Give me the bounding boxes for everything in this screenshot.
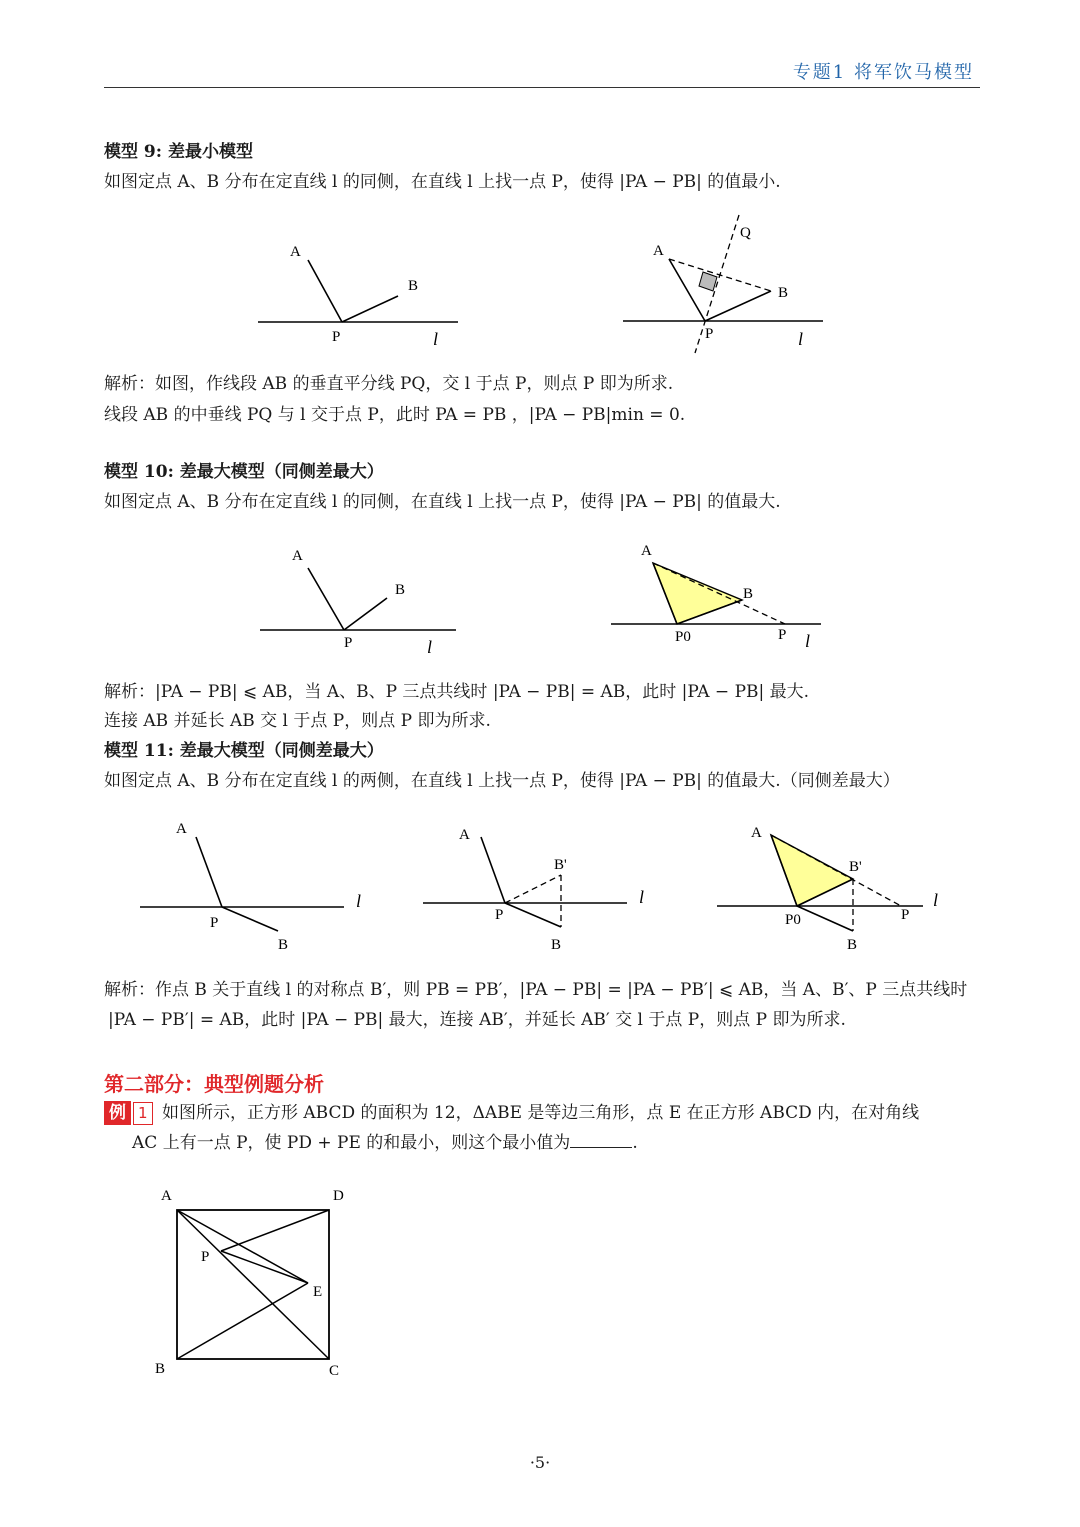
model10-analysis-1: 解析：|PA − PB| ⩽ AB，当 A、B、P 三点共线时 |PA − PB| = AB，此时 |PA − PB| 最大.	[104, 682, 810, 702]
label-b: B	[408, 278, 419, 294]
segment-pe	[221, 1251, 308, 1283]
label-l: l	[427, 637, 433, 657]
segment-pb	[705, 291, 771, 321]
model11-figure-middle	[415, 815, 660, 955]
problem-line-2	[132, 1131, 638, 1155]
label-b: B	[155, 1361, 166, 1377]
answer-blank[interactable]	[570, 1131, 632, 1148]
model9-analysis-1: 解析：如图，作线段 AB 的垂直平分线 PQ，交 l 于点 P，则点 P 即为所求.	[104, 374, 674, 394]
label-l: l	[798, 329, 804, 349]
example-word: 例	[104, 1101, 131, 1125]
segment-pb	[342, 296, 398, 322]
model11-figure-right	[705, 815, 955, 955]
segment-pa	[481, 837, 505, 903]
model11-heading: 模型 11: 差最大模型（同侧差最大）	[104, 741, 384, 761]
model9-analysis-2: 线段 AB 的中垂线 PQ 与 l 交于点 P，此时 PA = PB ，|PA − PB|min = 0.	[104, 405, 686, 425]
model11-analysis-1: 解析：作点 B 关于直线 l 的对称点 B′，则 PB = PB′，|PA − PB| = |PA − PB′| ⩽ AB，当 A、B′、P 三点共线时	[104, 980, 968, 1000]
label-c: C	[329, 1363, 340, 1379]
segment-pa	[196, 837, 222, 907]
model10-figure-right	[605, 535, 830, 660]
problem-end: .	[632, 1133, 638, 1153]
segment-pb-prime	[505, 875, 561, 903]
triangle-apb	[653, 563, 742, 624]
model11-statement: 如图定点 A、B 分布在定直线 l 的两侧，在直线 l 上找一点 P，使得 |PA − PB| 的值最大.（同侧差最大）	[104, 771, 900, 791]
label-p: P	[332, 329, 341, 345]
label-a: A	[290, 244, 301, 260]
right-angle-mark	[699, 272, 717, 291]
label-b: B	[847, 937, 858, 953]
label-p: P	[201, 1249, 210, 1265]
segment-p0b	[797, 906, 853, 931]
running-header: 专题1 将军饮马模型	[792, 62, 974, 83]
model11-figure-left	[130, 815, 375, 955]
label-p: P	[344, 635, 353, 651]
label-p0: P0	[675, 629, 691, 645]
segment-pd	[221, 1210, 329, 1251]
model10-analysis-2: 连接 AB 并延长 AB 交 l 于点 P，则点 P 即为所求.	[104, 711, 491, 731]
label-l: l	[805, 631, 811, 651]
label-a: A	[653, 243, 664, 259]
segment-be	[177, 1283, 308, 1359]
label-b: B	[278, 937, 289, 953]
label-b-prime: B'	[849, 859, 862, 875]
label-b-prime: B'	[554, 857, 567, 873]
segment-pb	[505, 903, 561, 927]
label-b: B	[395, 582, 406, 598]
label-l: l	[933, 890, 939, 910]
model10-statement: 如图定点 A、B 分布在定直线 l 的同侧，在直线 l 上找一点 P，使得 |PA − PB| 的值最大.	[104, 492, 781, 512]
label-p: P	[778, 627, 787, 643]
label-p: P	[495, 907, 504, 923]
label-a: A	[176, 821, 187, 837]
example1-figure	[145, 1180, 365, 1385]
label-p: P	[705, 326, 714, 342]
segment-ae	[177, 1210, 308, 1283]
segment-pb	[344, 598, 387, 630]
example-badge	[104, 1101, 153, 1125]
label-b: B	[778, 285, 789, 301]
page-number: ·5·	[529, 1453, 551, 1472]
label-q: Q	[740, 225, 751, 241]
model9-figure-left	[250, 230, 470, 355]
example-number: 1	[133, 1102, 153, 1125]
model10-heading: 模型 10: 差最大模型（同侧差最大）	[104, 462, 384, 482]
model11-analysis-2: |PA − PB′| = AB，此时 |PA − PB| 最大，连接 AB′，并延长 AB′ 交 l 于点 P，则点 P 即为所求.	[108, 1010, 846, 1030]
label-d: D	[333, 1188, 344, 1204]
segment-pa	[308, 568, 344, 630]
label-l: l	[433, 329, 439, 349]
label-a: A	[292, 548, 303, 564]
label-a: A	[641, 543, 652, 559]
label-p: P	[210, 915, 219, 931]
label-p0: P0	[785, 912, 801, 928]
label-l: l	[639, 887, 645, 907]
label-p: P	[901, 907, 910, 923]
label-l: l	[356, 891, 362, 911]
section-title: 第二部分：典型例题分析	[104, 1072, 324, 1096]
label-a: A	[751, 825, 762, 841]
label-e: E	[313, 1284, 323, 1300]
model9-statement: 如图定点 A、B 分布在定直线 l 的同侧，在直线 l 上找一点 P，使得 |PA − PB| 的值最小.	[104, 172, 781, 192]
problem-line-1: 如图所示，正方形 ABCD 的面积为 12，ΔABE 是等边三角形，点 E 在正方形 ABCD 内，在对角线	[162, 1103, 920, 1123]
model9-heading: 模型 9: 差最小模型	[104, 142, 253, 162]
segment-pb	[222, 907, 278, 931]
label-a: A	[459, 827, 470, 843]
segment-pa	[308, 260, 342, 322]
label-b: B	[743, 586, 754, 602]
model10-figure-left	[250, 538, 465, 663]
label-b: B	[551, 937, 562, 953]
model9-figure-right	[615, 205, 840, 360]
header-divider	[104, 87, 980, 88]
label-a: A	[161, 1188, 172, 1204]
problem-line-2-text: AC 上有一点 P，使 PD + PE 的和最小，则这个最小值为	[132, 1133, 571, 1153]
